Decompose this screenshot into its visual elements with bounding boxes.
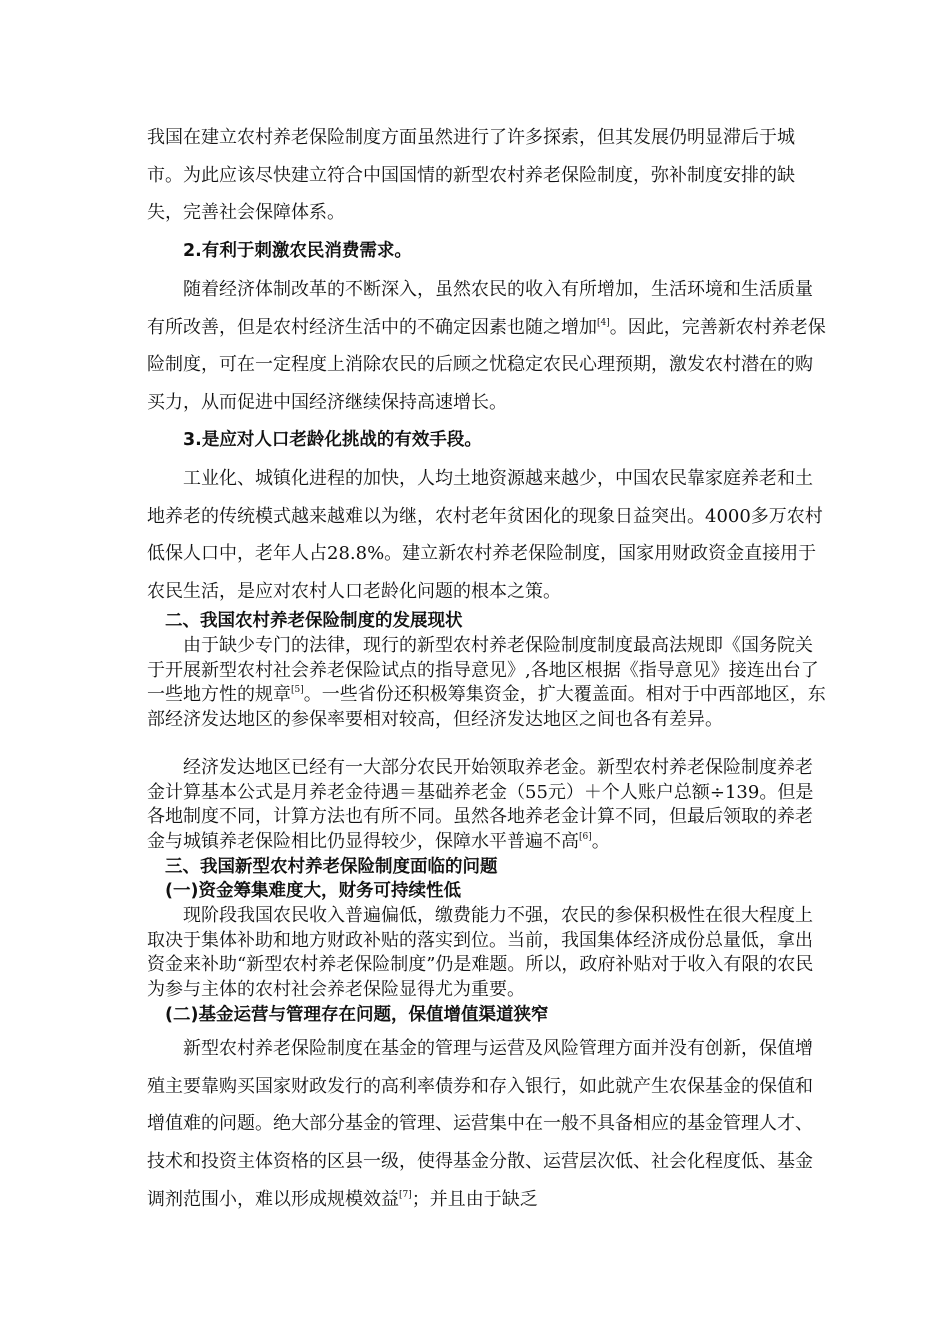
citation-ref: [7] <box>399 1189 412 1200</box>
body-paragraph: 我国在建立农村养老保险制度方面虽然进行了许多探索，但其发展仍明显滞后于城市。为此应该尽快建立符合中国国情的新型农村养老保险制度，弥补制度安排的缺失，完善社会保障体系。 <box>147 127 795 224</box>
body-paragraph: 工业化、城镇化进程的加快，人均土地资源越来越少，中国农民靠家庭养老和土地养老的传统模式越来越难以为继，农村老年贫困化的现象日益突出。4000多万农村低保人口中，老年人占28.8%。建立新农村养老保险制度，国家用财政资金直接用于农民生活，是应对农村人口老龄化问题的根本之策。 <box>147 468 823 603</box>
paragraph-text: 经济发达地区已经有一大部分农民开始领取养老金。新型农村养老保险制度养老金计算基本公式是月养老金待遇＝基础养老金（55元）＋个人账户总额÷139。但是各地制度不同，计算方法也有所不同。虽然各地养老金计算不同，但最后领取的养老金与城镇养老保险相比仍显得较少，保障水平普遍不高 <box>147 757 814 852</box>
subsection-heading: 2.有利于刺激农民消费需求。 <box>183 241 412 261</box>
section-heading: 三、我国新型农村养老保险制度面临的问题 <box>165 857 498 877</box>
subsection-heading: (一)资金筹集难度大，财务可持续性低 <box>165 881 461 901</box>
body-paragraph <box>147 634 827 732</box>
body-paragraph <box>147 1030 827 1219</box>
citation-ref: [5] <box>291 685 304 696</box>
paragraph-text: 由于缺少专门的法律，现行的新型农村养老保险制度制度最高法规即《国务院关于开展新型农村社会养老保险试点的指导意见》,各地区根据《指导意见》接连出台了一些地方性的规章 <box>147 635 819 706</box>
citation-ref: [4] <box>597 317 610 328</box>
citation-ref: [6] <box>579 831 592 842</box>
paragraph-text: 随着经济体制改革的不断深入，虽然农民的收入有所增加，生活环境和生活质量有所改善，但是农村经济生活中的不确定因素也随之增加 <box>147 279 813 338</box>
paragraph-text: 。因此，完善新农村养老保险制度，可在一定程度上消除农民的后顾之忧稳定农民心理预期，激发农村潜在的购买力，从而促进中国经济继续保持高速增长。 <box>147 316 826 414</box>
paragraph-text: ；并且由于缺乏 <box>411 1188 538 1210</box>
body-paragraph: 现阶段我国农民收入普遍偏低，缴费能力不强，农民的参保积极性在很大程度上取决于集体补助和地方财政补贴的落实到位。当前，我国集体经济成份总量低，拿出资金来补助“新型农村养老保险制度”仍是难题。所以，政府补贴对于收入有限的农民为参与主体的农村社会养老保险显得尤为重要。 <box>147 905 814 1000</box>
body-paragraph <box>147 756 827 854</box>
section-heading: 二、我国农村养老保险制度的发展现状 <box>165 611 463 631</box>
subsection-heading: 3.是应对人口老龄化挑战的有效手段。 <box>183 430 482 450</box>
paragraph-text: 新型农村养老保险制度在基金的管理与运营及风险管理方面并没有创新，保值增殖主要靠购买国家财政发行的高利率债券和存入银行，如此就产生农保基金的保值和增值难的问题。绝大部分基金的管理、运营集中在一般不具备相应的基金管理人才、技术和投资主体资格的区县一级，使得基金分散、运营层次低、社会化程度低、基金调剂范围小，难以形成规模效益 <box>147 1038 813 1210</box>
paragraph-text: 。 <box>591 830 610 852</box>
body-paragraph <box>147 271 827 422</box>
paragraph-text: 。一些省份还积极筹集资金，扩大覆盖面。相对于中西部地区，东部经济发达地区的参保率要相对较高，但经济发达地区之间也各有差异。 <box>147 684 826 730</box>
subsection-heading: (二)基金运营与管理存在问题，保值增值渠道狭窄 <box>165 1005 549 1025</box>
